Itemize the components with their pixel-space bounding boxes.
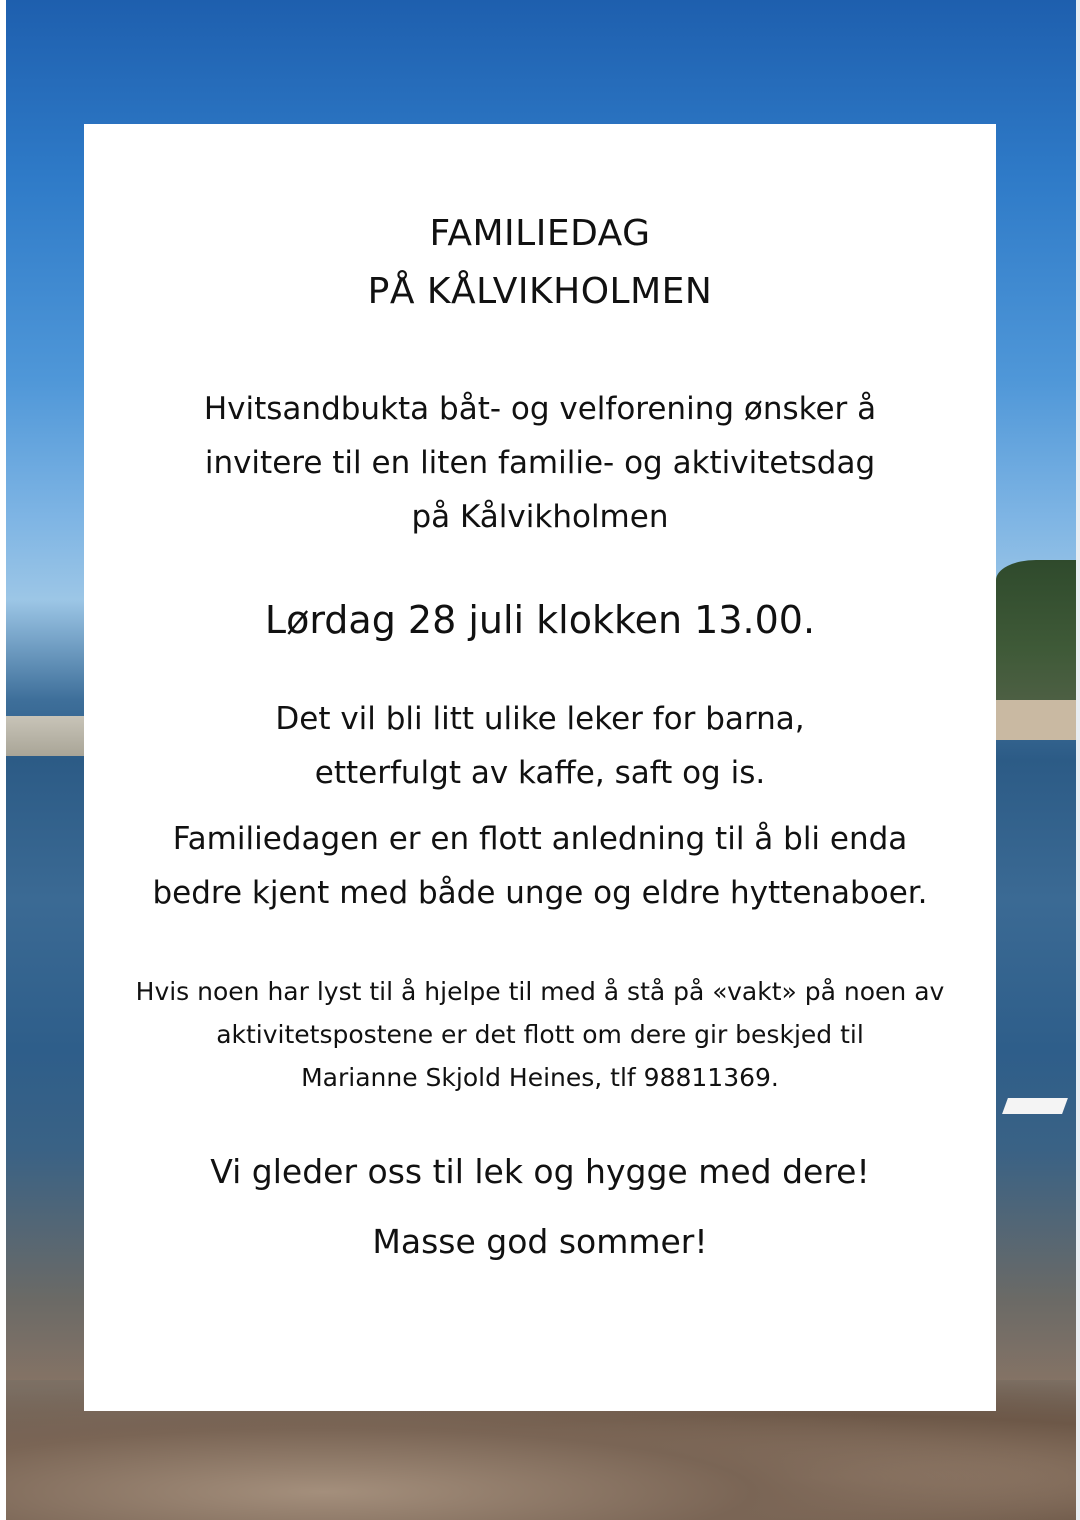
- background-shore-left: [6, 716, 84, 756]
- event-date: Lørdag 28 juli klokken 13.00.: [264, 598, 816, 642]
- background-shore-right: [996, 700, 1080, 740]
- activities-line-2: etterfulgt av kaffe, saft og is.: [314, 755, 766, 791]
- occasion-line-2: bedre kjent med både unge og eldre hyttenaboer.: [152, 875, 928, 911]
- flyer-title-line-2: PÅ KÅLVIKHOLMEN: [367, 271, 713, 312]
- help-line-3: Marianne Skjold Heines, tlf 98811369.: [301, 1063, 779, 1092]
- intro-line-2: invitere til en liten familie- og aktivitetsdag: [204, 445, 876, 481]
- background-boat: [1002, 1098, 1068, 1114]
- right-edge: [1076, 0, 1080, 1520]
- activities-line-1: Det vil bli litt ulike leker for barna,: [275, 701, 805, 737]
- closing-line-1: Vi gleder oss til lek og hygge med dere!: [210, 1152, 870, 1191]
- flyer-title-line-1: FAMILIEDAG: [429, 213, 651, 254]
- closing-line-2: Masse god sommer!: [372, 1222, 708, 1261]
- help-line-1: Hvis noen har lyst til å hjelpe til med å stå på «vakt» på noen av: [135, 977, 945, 1006]
- help-line-2: aktivitetspostene er det flott om dere gir beskjed til: [216, 1020, 864, 1049]
- left-edge: [0, 0, 6, 1520]
- occasion-line-1: Familiedagen er en flott anledning til å bli enda: [172, 821, 908, 857]
- flyer-card: [84, 124, 996, 1411]
- intro-line-3: på Kålvikholmen: [411, 499, 669, 535]
- intro-line-1: Hvitsandbukta båt- og velforening ønsker å: [203, 391, 877, 427]
